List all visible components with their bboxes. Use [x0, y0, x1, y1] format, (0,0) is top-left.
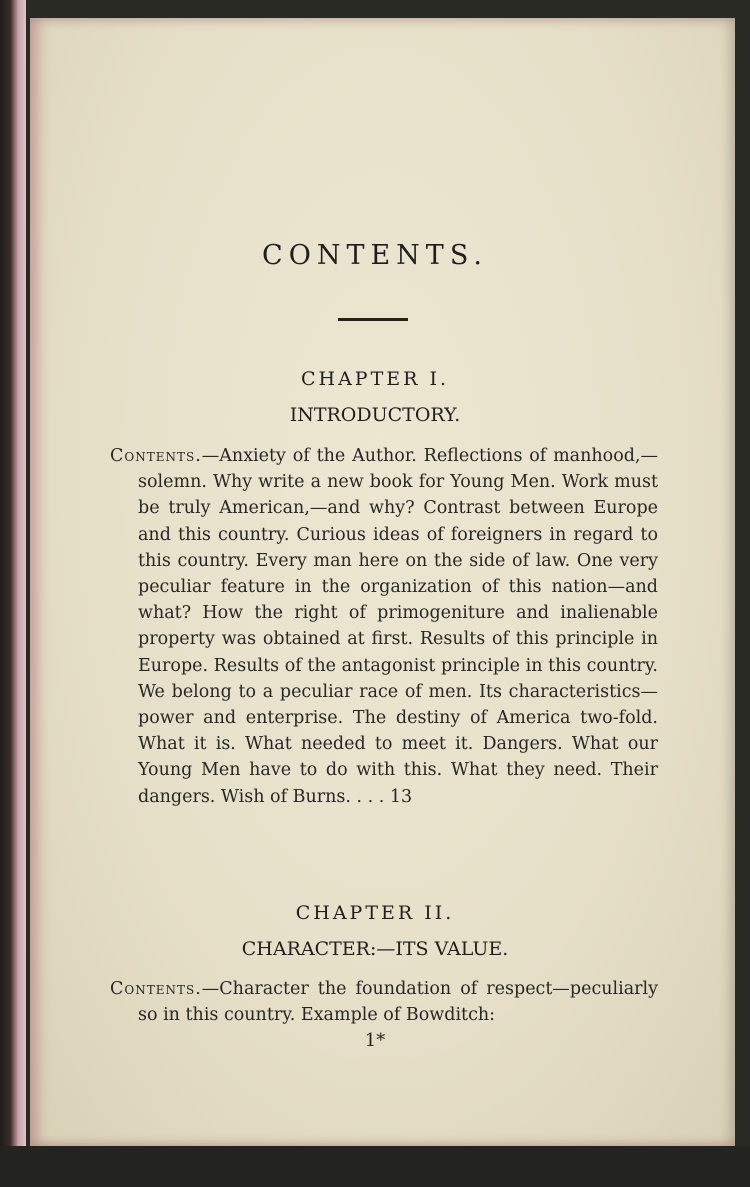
chapter-2-contents [110, 976, 658, 1028]
chapter-1-contents [110, 443, 658, 810]
chapter-2-heading: CHAPTER II. [295, 902, 455, 924]
chapter-1-subtitle: INTRODUCTORY. [289, 404, 461, 426]
page-signature: 1* [364, 1030, 386, 1051]
book-spine [0, 0, 26, 1187]
page-title: CONTENTS. [262, 240, 488, 271]
contents-label: Contents. [110, 446, 202, 466]
contents-text: —Anxiety of the Author. Reflections of manhood,—solemn. Why write a new book for Young Men. Work must be truly American,—and why? Contrast between Europe and this country. Curious ideas of foreigners in regard to this country. Every man here on the side of law. One very peculiar feature in the organization of this nation—and what? How the right of primogeniture and inalienable property was obtained at first. Results of this principle in Europe. Results of the antagonist principle in this country. We belong to a peculiar race of men. Its characteristics—power and enterprise. The destiny of America two-fold. What it is. What needed to meet it. Dangers. What our Young Men have to do with this. What they need. Their dangers. Wish of Burns. [138, 446, 658, 807]
bottom-edge [0, 1146, 750, 1187]
page-reference: . . . 13 [356, 786, 413, 807]
contents-label: Contents. [110, 979, 202, 999]
title-rule [338, 318, 408, 321]
chapter-2-subtitle: CHARACTER:—ITS VALUE. [241, 938, 509, 960]
contents-text: —Character the foundation of respect—peculiarly so in this country. Example of Bowditch: [138, 979, 658, 1026]
chapter-1-heading: CHAPTER I. [300, 368, 450, 390]
